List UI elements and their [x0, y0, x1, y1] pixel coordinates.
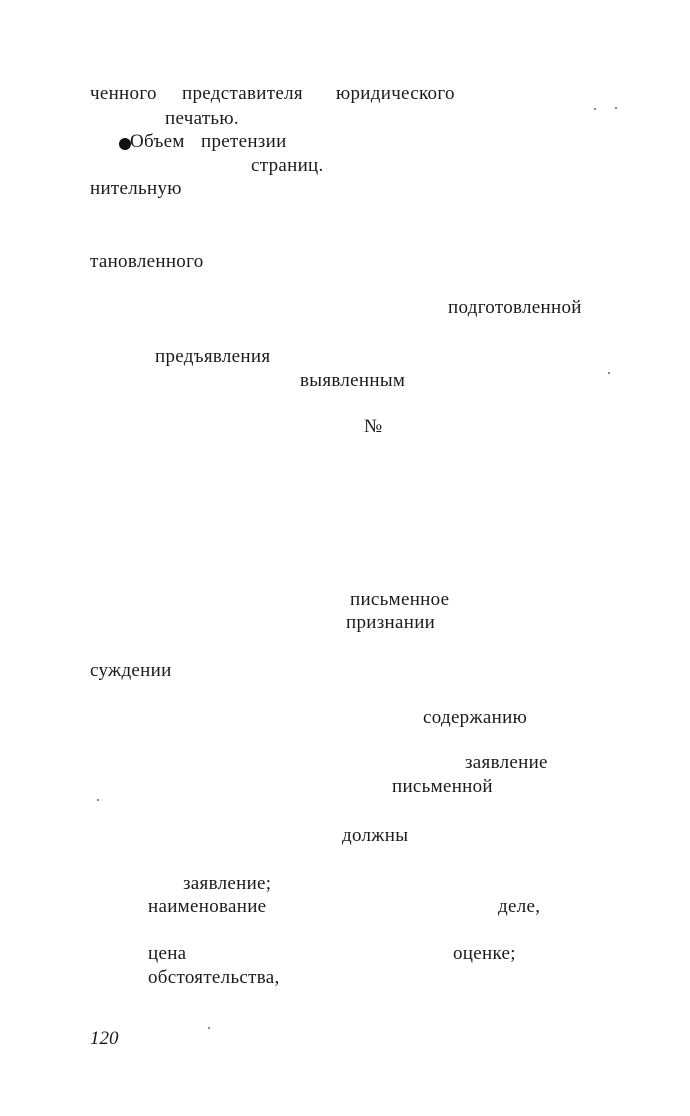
scan-speck [97, 799, 99, 801]
text-word: наименование [148, 896, 267, 917]
text-word: тановленного [90, 251, 204, 272]
scan-speck [615, 107, 617, 109]
text-word: предъявления [155, 346, 271, 367]
text-word: признании [346, 612, 436, 633]
text-word: содержанию [423, 707, 528, 728]
text-word: заявление; [183, 873, 272, 894]
text-word: оценке; [453, 943, 516, 964]
text-word: обстоятельства, [148, 967, 280, 988]
text-word: выявленным [300, 370, 406, 391]
text-word: претензии [201, 131, 287, 152]
text-word: печатью. [165, 108, 239, 129]
text-word: заявление [465, 752, 548, 773]
text-word: должны [342, 825, 409, 846]
text-word: письменной [392, 776, 493, 797]
text-word: Объем [130, 131, 185, 152]
text-word: деле, [498, 896, 541, 917]
text-word: юридического [336, 83, 455, 104]
scan-speck [208, 1027, 210, 1029]
text-word: представителя [182, 83, 303, 104]
scan-speck [608, 372, 610, 374]
text-word: суждении [90, 660, 172, 681]
text-word: цена [148, 943, 187, 964]
text-word: подготовленной [448, 297, 582, 318]
text-word: страниц. [251, 155, 324, 176]
text-word: письменное [350, 589, 450, 610]
text-word: ченного [90, 83, 157, 104]
text-word: нительную [90, 178, 182, 199]
scan-speck [594, 108, 596, 110]
text-word: № [364, 416, 383, 437]
page-number: 120 [90, 1028, 119, 1049]
